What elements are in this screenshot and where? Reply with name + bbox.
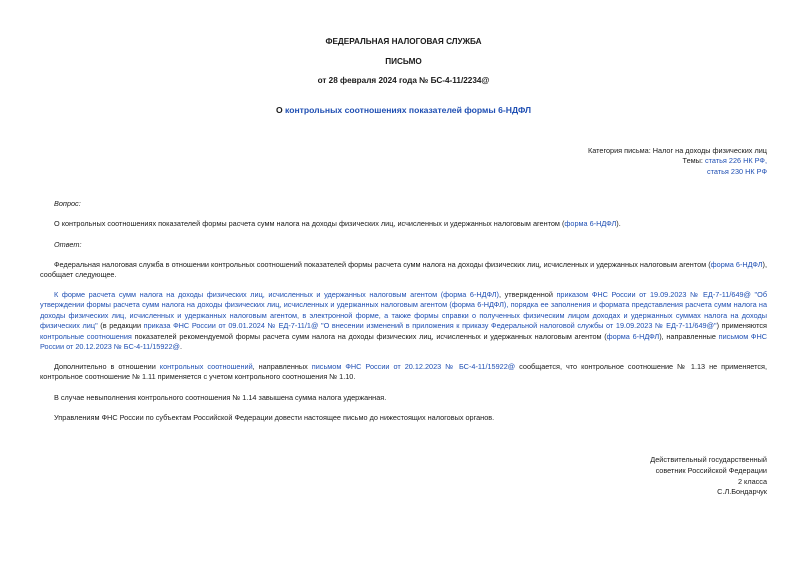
order-ed-7-11-1-link[interactable]: приказа ФНС России от 09.01.2024 № ЕД-7-11/1@ "О внесении изменений в приложения к приказу Федеральной налоговой службы от 19.09.2023 № ЕД-7-11/649@": [143, 321, 717, 331]
answer-p1-text: Федеральная налоговая служба в отношении контрольных соотношений показателей формы расчета сумм налога на доходы физических лиц, исчисленных и удержанных налоговым агентом (: [54, 260, 711, 269]
answer-p2-text-c: ) применяются: [716, 321, 767, 331]
agency-heading: ФЕДЕРАЛЬНАЯ НАЛОГОВАЯ СЛУЖБА: [325, 37, 482, 46]
order-ed-7-11-649-link[interactable]: приказом ФНС России от 19.09.2023 № ЕД-7-11/649@ "Об утверждении формы расчета сумм налога на доходы физических лиц, исчисленных и удержанных налоговым агентом (форма 6-НДФЛ), порядка ее заполнения и формата представления расчета сумм налога на доходы физических лиц, исчисленных и удержанных налоговым агентом, в электронной форме, а также формы справки о полученных физическим лицом доходах и удержанных суммах налога на доходы физических лиц": [40, 290, 768, 331]
question-label: Вопрос:: [54, 199, 81, 208]
question-text: [40, 219, 767, 229]
answer-p1-end: ), сообщает следующее.: [40, 260, 767, 280]
answer-p2-text-a: , утвержденной: [498, 290, 557, 299]
letter-bs-4-11-15922-link-2[interactable]: письмом ФНС России от 20.12.2023 № БС-4-11/15922@: [311, 362, 516, 371]
answer-label: Ответ:: [54, 240, 82, 249]
answer-p2-text-d: показателей рекомендуемой формы расчета сумм налога на доходы физических лиц, исчисленных и удержанных налоговым агентом (: [131, 331, 607, 341]
topics-label: Темы:: [682, 156, 705, 166]
answer-paragraph-2: [40, 290, 767, 352]
answer-paragraph-4: В случае невыполнения контрольного соотношения № 1.14 завышена сумма налога удержанная.: [54, 393, 387, 402]
signature-block: [650, 455, 767, 498]
topic-link-article-230[interactable]: статья 230 НК РФ: [706, 166, 767, 176]
answer-p2-text-e: ), направленные: [659, 331, 719, 341]
signature-rank-line-2: советник Российской Федерации: [655, 465, 767, 475]
question-form-link[interactable]: форма 6-НДФЛ: [564, 219, 617, 228]
control-ratios-link[interactable]: контрольные соотношения: [40, 331, 132, 341]
document-type-heading: ПИСЬМО: [385, 57, 422, 66]
answer-p2-text-b: (в редакции: [97, 321, 144, 331]
category-label: Категория письма: Налог на доходы физических лиц: [588, 146, 767, 155]
title-prefix: О: [275, 105, 286, 115]
document-date-number: от 28 февраля 2024 года № БС-4-11/2234@: [317, 76, 490, 85]
letter-bs-4-11-15922-link[interactable]: письмом ФНС России от 20.12.2023 № БС-4-11/15922@: [40, 331, 768, 352]
form-6ndfl-link[interactable]: К форме расчета сумм налога на доходы физических лиц, исчисленных и удержанных налоговым агентом (форма 6-НДФЛ): [54, 290, 499, 299]
title-link[interactable]: контрольных соотношениях показателей формы 6-НДФЛ: [285, 105, 532, 115]
question-text-body: О контрольных соотношениях показателей формы расчета сумм налога на доходы физических лиц, исчисленных и удержанных налоговым агентом (: [54, 219, 565, 228]
answer-p2-end: .: [179, 342, 182, 352]
answer-p3-text-b: , направленных: [252, 362, 312, 371]
answer-p3-text-a: Дополнительно в отношении: [54, 362, 160, 371]
answer-paragraph-3: [40, 362, 767, 383]
signature-rank-class: 2 класса: [737, 476, 767, 486]
control-ratios-link-2[interactable]: контрольных соотношений: [159, 362, 253, 371]
signature-rank-line-1: Действительный государственный: [650, 455, 767, 464]
question-text-end: ).: [616, 219, 621, 228]
signatory-name: С.Л.Бондарчук: [717, 487, 767, 497]
answer-p3-text-c: сообщается, что контрольное соотношение № 1.13 не применяется, контрольное соотношение № 1.11 применяется с учетом контрольного соотношения № 1.10.: [40, 362, 767, 382]
topics-line: [588, 156, 767, 166]
letter-metadata: [588, 146, 767, 177]
letter-title: [0, 105, 807, 115]
answer-p1-form-link[interactable]: форма 6-НДФЛ: [710, 260, 763, 269]
topic-link-article-226[interactable]: статья 226 НК РФ,: [704, 156, 767, 166]
answer-paragraph-5: Управлениям ФНС России по субъектам Российской Федерации довести настоящее письмо до нижестоящих налоговых органов.: [54, 413, 495, 422]
answer-paragraph-1: [40, 260, 767, 281]
form-6ndfl-link-2[interactable]: форма 6-НДФЛ: [606, 331, 660, 341]
